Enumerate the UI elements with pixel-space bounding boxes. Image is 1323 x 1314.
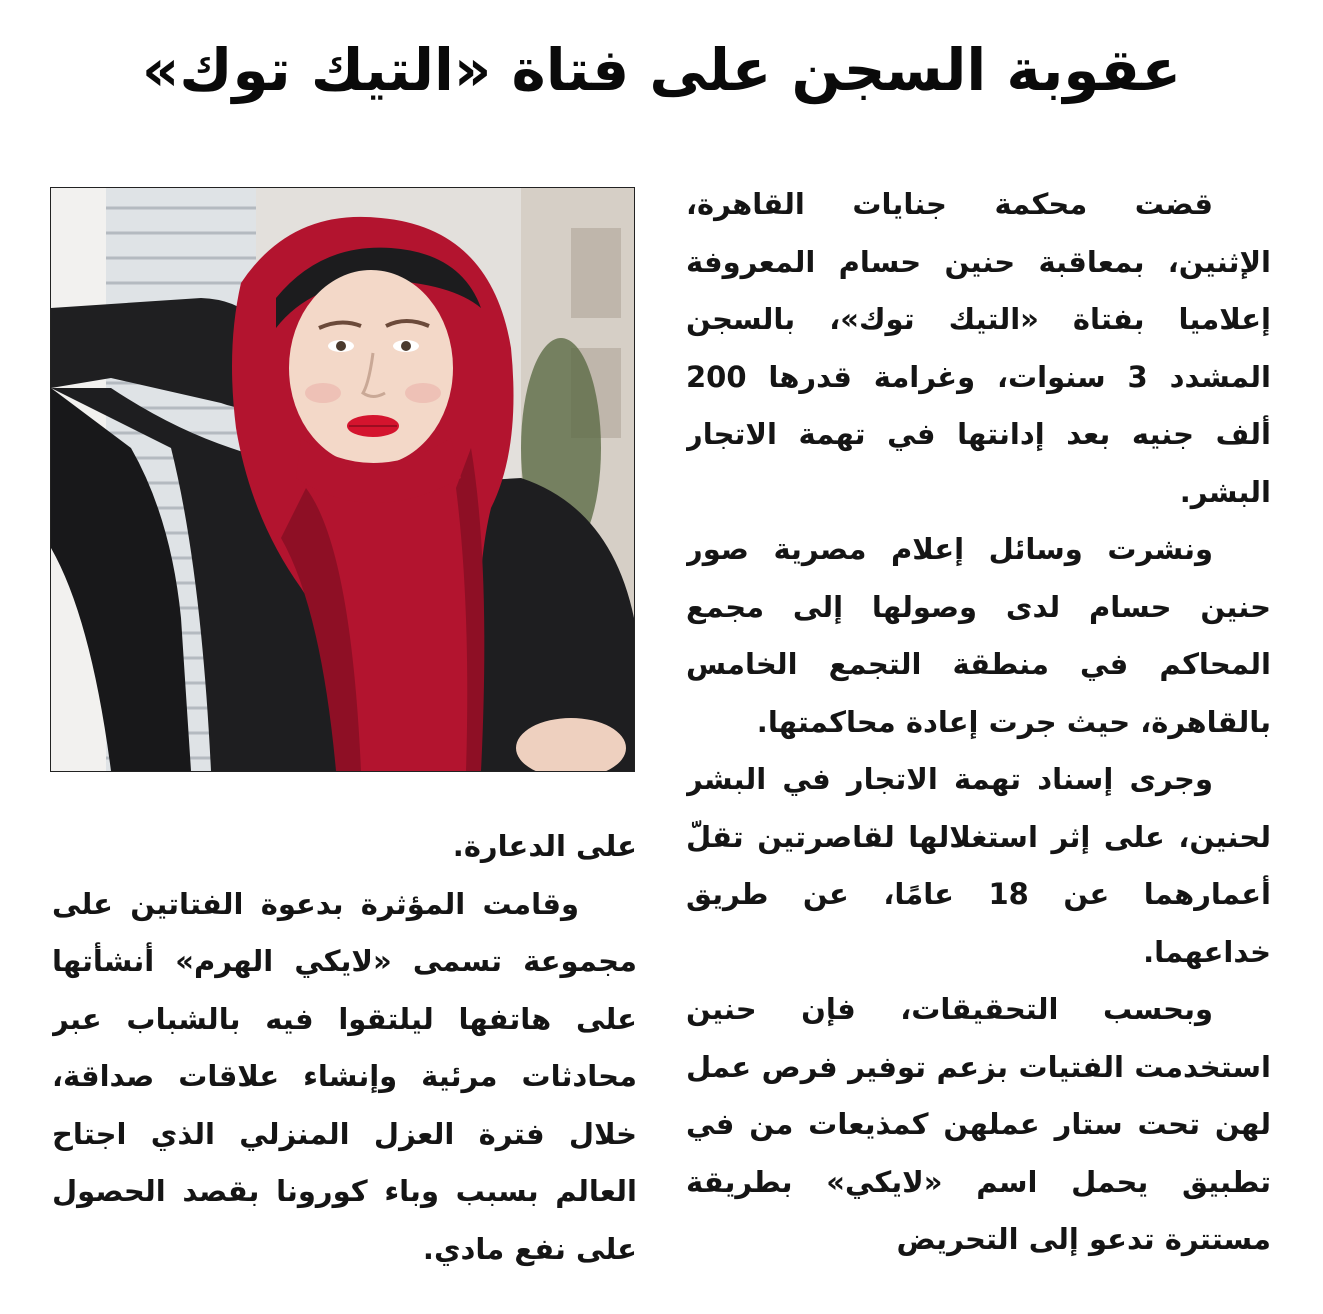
paragraph-likee-group: وقامت المؤثرة بدعوة الفتاتين على مجموعة تسمى «لايكي الهرم» أنشأتها على هاتفها ليلتقوا فيه بالشباب عبر محادثات مرئية وإنشاء علاقات صداقة، خلال فترة العزل المنزلي الذي اجتاح العالم بسبب وباء كورونا بقصد الحصول على نفع مادي. (52, 886, 637, 1266)
article-photo (50, 187, 635, 772)
paragraph-investigations: وبحسب التحقيقات، فإن حنين استخدمت الفتيات بزعم توفير فرص عمل لهن تحت ستار عملهن كمذيعات من في تطبيق يحمل اسم «لايكي» بطريقة مستترة تدعو إلى التحريض (686, 992, 1271, 1256)
paragraph-continuation: على الدعارة. (452, 829, 637, 863)
article-body-left-column (52, 818, 637, 1298)
article-body-right-column (686, 176, 1271, 1306)
portrait-illustration (51, 188, 634, 771)
paragraph-verdict: قضت محكمة جنايات القاهرة، الإثنين، بمعاقبة حنين حسام المعروفة إعلاميا بفتاة «التيك توك»، بالسجن المشدد 3 سنوات، وغرامة قدرها 200 ألف جنيه بعد إدانتها في تهمة الاتجار البشر. (686, 187, 1271, 509)
article-headline: عقوبة السجن على فتاة «التيك توك» (141, 36, 1182, 104)
paragraph-court-arrival: ونشرت وسائل إعلام مصرية صور حنين حسام لدى وصولها إلى مجمع المحاكم في منطقة التجمع الخامس بالقاهرة، حيث جرت إعادة محاكمتها. (686, 532, 1271, 739)
paragraph-charges: وجرى إسناد تهمة الاتجار في البشر لحنين، على إثر استغلالها لقاصرتين تقلّ أعمارهما عن 18 عامًا، عن طريق خداعهما. (686, 762, 1271, 969)
